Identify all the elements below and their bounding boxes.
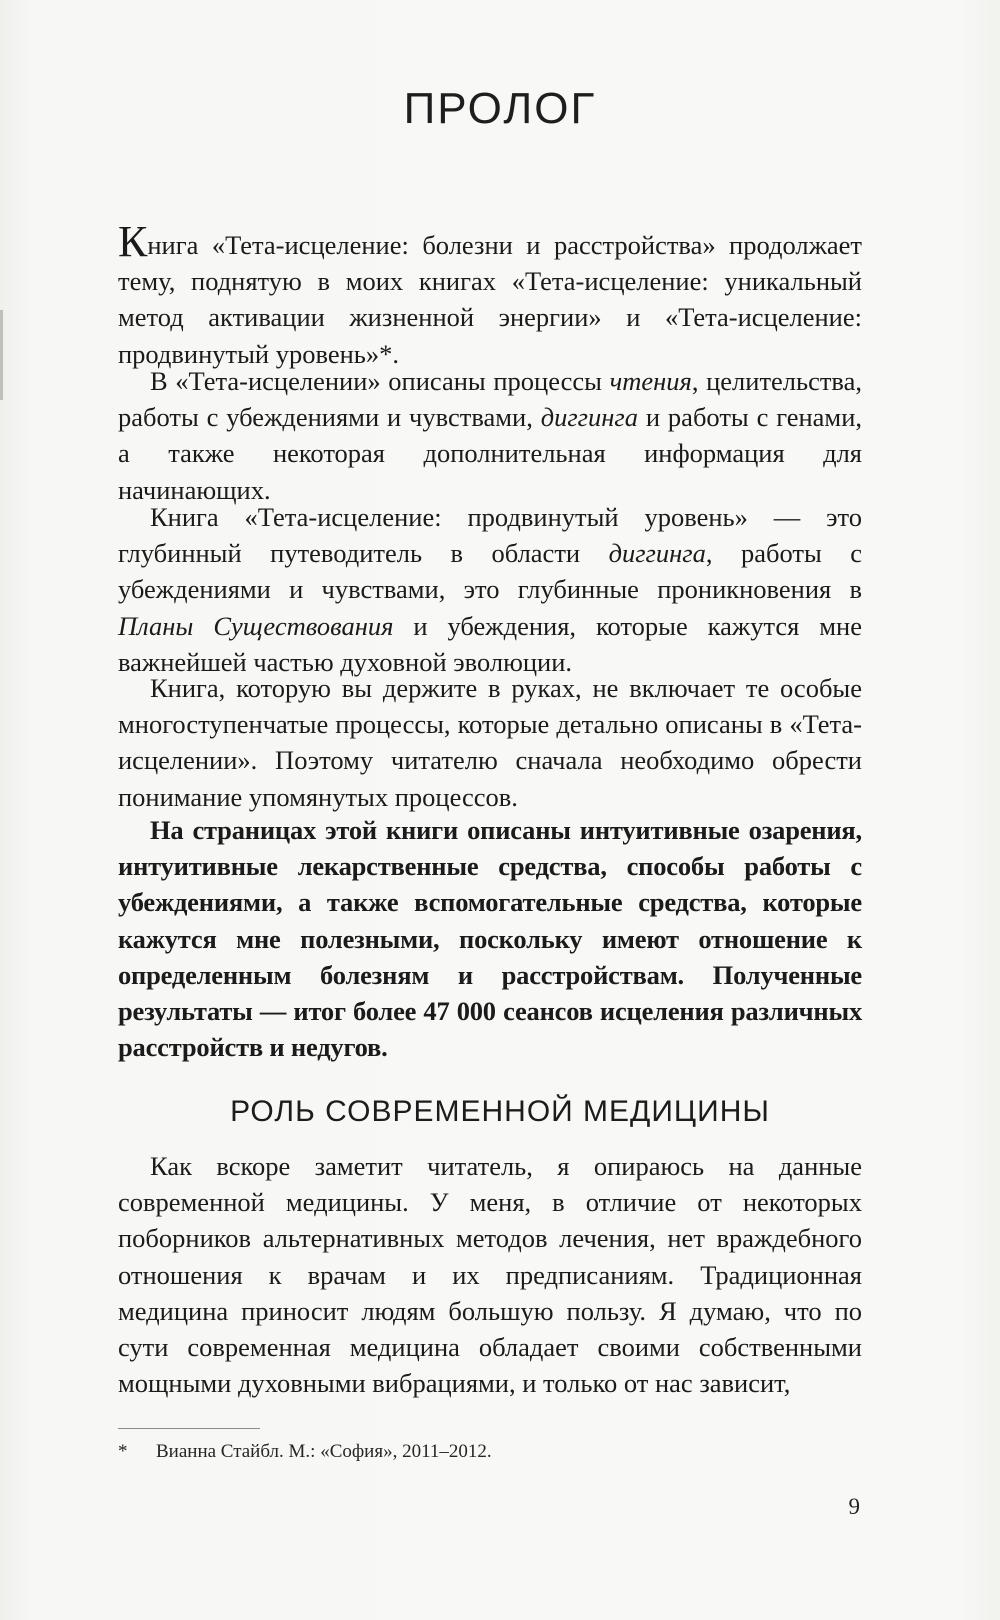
footnote-text: Вианна Стайбл. М.: «София», 2011–2012. — [156, 1441, 492, 1462]
footnote — [118, 1440, 718, 1464]
paragraph-4 — [118, 670, 862, 815]
paragraph-5-text: На страницах этой книги описаны интуитивные озарения, интуитивные лекарственные средства, способы работы с убеждениями, а также вспомогательные средства, которые кажутся мне полезными, поскольку имеют отношение к определенным болезням и расстройствам. Полученные результаты — итог более 47 000 сеансов исцеления различных расстройств и недугов. — [118, 815, 862, 1063]
italic-term: диггинга — [540, 402, 639, 433]
paragraph-2-text: В «Тета-исцелении» описаны процессы — [150, 366, 610, 396]
paragraph-6 — [118, 1148, 862, 1401]
italic-term: Планы Существования — [118, 610, 394, 641]
paragraph-2-text: и работы с генами, а также некоторая дополнительная информация для начинающих. — [118, 402, 863, 505]
italic-term: чтения — [609, 366, 692, 396]
drop-cap: К — [118, 217, 148, 266]
footnote-marker: * — [118, 1441, 128, 1462]
paragraph-3-text: и убеждения, которые кажутся мне важнейшей частью духовной эволюции. — [118, 610, 862, 677]
paragraph-1 — [118, 217, 862, 372]
paragraph-3-text: , работы с убеждениями и чувствами, это глубинные проникновения в — [118, 538, 863, 605]
chapter-title: ПРОЛОГ — [403, 84, 597, 133]
paragraph-3-text: Книга «Тета-исцеление: продвинутый уровень» — это глубинный путеводитель в области — [118, 502, 862, 569]
paragraph-4-text: Книга, которую вы держите в руках, не включает те особые многоступенчатые процессы, которые детально описаны в «Тета-исцелении». Поэтому читателю сначала необходимо обрести понимание упомянутых процессов. — [118, 673, 862, 812]
footnote-divider — [118, 1428, 260, 1429]
paragraph-3 — [118, 499, 862, 680]
paragraph-5 — [118, 812, 862, 1065]
section-title: РОЛЬ СОВРЕМЕННОЙ МЕДИЦИНЫ — [230, 1095, 770, 1128]
paragraph-2-text: , целительства, работы с убеждениями и чувствами, — [118, 366, 862, 433]
paragraph-2 — [118, 363, 862, 508]
page-edge-shadow — [0, 310, 3, 400]
page-number: 9 — [848, 1494, 860, 1519]
paragraph-1-text: нига «Тета-исцеление: болезни и расстройства» продолжает тему, поднятую в моих книгах «Тета-исцеление: уникальный метод активации жизненной энергии» и «Тета-исцеление: продвинутый уровень»*. — [118, 230, 862, 369]
italic-term: диггинга — [608, 538, 706, 569]
paragraph-6-text: Как вскоре заметит читатель, я опираюсь на данные современной медицины. У меня, в отличие от некоторых поборников альтернативных методов лечения, нет враждебного отношения к врачам и их предписаниям. Традиционная медицина приносит людям большую пользу. Я думаю, что по сути современная медицина обладает своими собственными мощными духовными вибрациями, и только от нас зависит, — [118, 1151, 862, 1399]
